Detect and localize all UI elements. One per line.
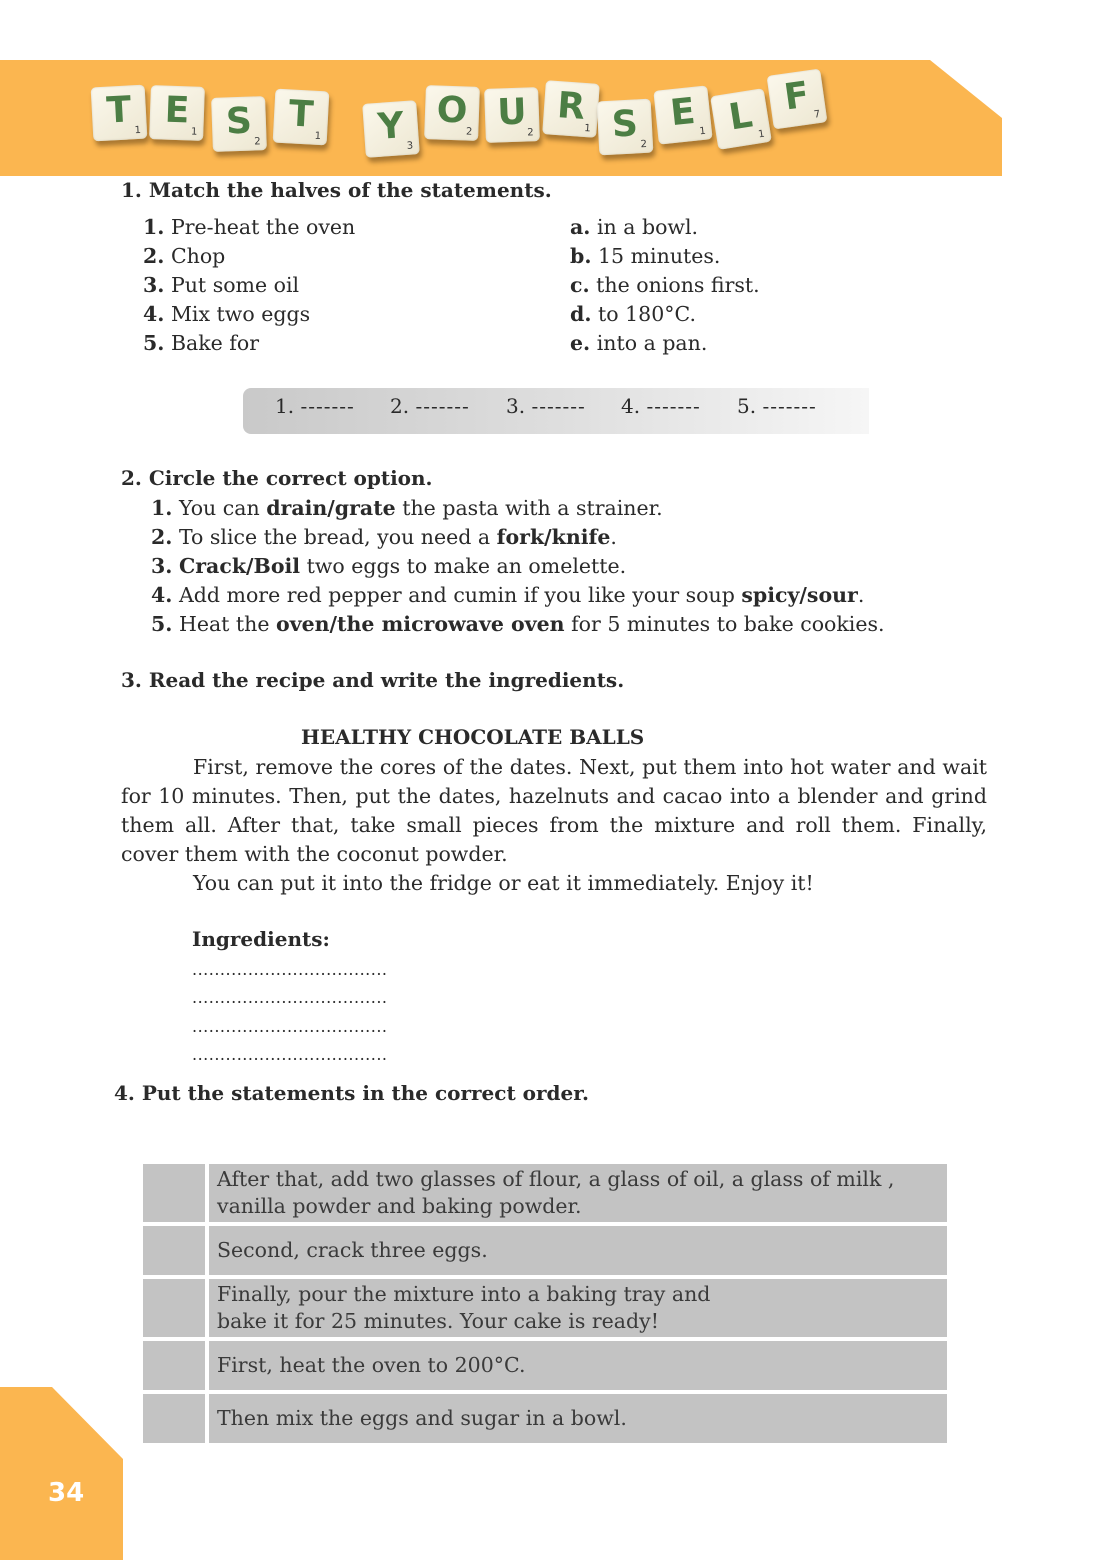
item-text: Chop <box>170 244 226 268</box>
statement-line: After that, add two glasses of flour, a glass of oil, a glass of milk , <box>217 1167 895 1191</box>
answer-number: 1. <box>275 394 295 418</box>
order-statement <box>207 1392 949 1445</box>
option-choice[interactable]: Crack/Boil <box>178 554 301 578</box>
option-choice[interactable]: fork/knife <box>496 525 611 549</box>
tile-letter: F <box>781 74 812 119</box>
tile-value: 1 <box>134 124 142 137</box>
item-text: in a bowl. <box>596 215 699 239</box>
list-item <box>570 242 760 271</box>
recipe-title: HEALTHY CHOCOLATE BALLS <box>301 725 645 749</box>
title-tile <box>710 88 772 150</box>
tile-letter: L <box>726 94 756 139</box>
item-letter: a. <box>570 215 591 239</box>
order-statement <box>207 1224 949 1277</box>
list-item <box>143 329 355 358</box>
tile-letter: Y <box>376 105 406 148</box>
list-item <box>570 213 760 242</box>
list-item <box>570 329 760 358</box>
statement-line: Second, crack three eggs. <box>217 1238 488 1262</box>
order-statement <box>207 1339 949 1392</box>
tile-letter: S <box>610 103 639 146</box>
tile-letter: S <box>225 100 253 143</box>
item-number: 1. <box>143 215 165 239</box>
item-letter: e. <box>570 331 591 355</box>
answer-number: 3. <box>506 394 526 418</box>
answer-bar <box>243 388 869 434</box>
item-letter: d. <box>570 302 592 326</box>
title-tile <box>653 85 712 144</box>
list-item <box>151 494 885 523</box>
ingredients-label: Ingredients: <box>192 927 330 951</box>
item-text-after: . <box>610 525 617 549</box>
item-text-after: two eggs to make an omelette. <box>300 554 627 578</box>
item-letter: b. <box>570 244 592 268</box>
item-text: to 180°C. <box>598 302 696 326</box>
title-tile <box>484 87 540 143</box>
tile-letter: T <box>105 89 133 132</box>
item-number: 5. <box>151 612 173 636</box>
item-text-after: . <box>857 583 865 607</box>
tile-value: 1 <box>757 128 766 141</box>
statement-line: Then mix the eggs and sugar in a bowl. <box>217 1406 627 1430</box>
match-left-list <box>143 213 355 358</box>
title-tile <box>542 80 600 138</box>
item-text-after: the pasta with a strainer. <box>395 496 663 520</box>
answer-slot-4[interactable] <box>621 394 701 418</box>
title-tile <box>211 96 267 152</box>
answer-number: 5. <box>737 394 757 418</box>
item-letter: c. <box>570 273 590 297</box>
list-item <box>151 523 885 552</box>
list-item <box>570 300 760 329</box>
tile-letter: O <box>436 89 469 132</box>
statement-line: First, heat the oven to 200°C. <box>217 1353 526 1377</box>
ingredient-line[interactable]: ................................... <box>192 988 388 1007</box>
item-text: Put some oil <box>170 273 300 297</box>
table-row <box>141 1277 949 1339</box>
order-table <box>139 1160 951 1447</box>
item-text: the onions first. <box>596 273 760 297</box>
statement-line: bake it for 25 minutes. Your cake is ready! <box>217 1309 659 1333</box>
list-item <box>143 213 355 242</box>
list-item <box>570 271 760 300</box>
ingredient-line[interactable]: ................................... <box>192 1045 388 1064</box>
item-text: Bake for <box>170 331 260 355</box>
title-tile <box>597 99 654 156</box>
statement-line: Finally, pour the mixture into a baking tray and <box>217 1282 711 1306</box>
tile-letter: U <box>496 91 528 134</box>
title-tiles <box>0 0 1106 200</box>
tile-value: 2 <box>640 138 648 151</box>
item-number: 4. <box>151 583 173 607</box>
tile-letter: T <box>287 93 315 136</box>
order-number-box[interactable] <box>141 1392 207 1445</box>
item-number: 3. <box>143 273 165 297</box>
title-tile <box>91 85 148 142</box>
answer-slot-5[interactable] <box>737 394 817 418</box>
table-row <box>141 1339 949 1392</box>
title-tile <box>362 100 420 158</box>
item-text: into a pan. <box>596 331 708 355</box>
item-text-before: To slice the bread, you need a <box>178 525 497 549</box>
list-item <box>143 300 355 329</box>
answer-blank: ------- <box>646 394 701 418</box>
circle-option-list <box>151 494 885 639</box>
tile-value: 1 <box>190 126 198 138</box>
item-number: 3. <box>151 554 173 578</box>
table-row <box>141 1162 949 1224</box>
section1-heading: 1. Match the halves of the statements. <box>121 178 552 202</box>
tile-value: 7 <box>813 108 822 121</box>
match-right-list <box>570 213 760 358</box>
item-text: Mix two eggs <box>170 302 311 326</box>
tile-value: 2 <box>254 136 261 148</box>
answer-number: 2. <box>390 394 410 418</box>
order-statement <box>207 1162 949 1224</box>
item-number: 5. <box>143 331 165 355</box>
tile-letter: E <box>164 89 191 132</box>
section2-heading: 2. Circle the correct option. <box>121 466 433 490</box>
answer-slot-2[interactable] <box>390 394 470 418</box>
item-text-before: You can <box>178 496 267 520</box>
answer-slot-3[interactable] <box>506 394 586 418</box>
tile-letter: E <box>668 90 698 135</box>
table-row <box>141 1392 949 1445</box>
title-tile <box>149 85 205 141</box>
tile-value: 1 <box>314 130 322 143</box>
item-number: 2. <box>151 525 173 549</box>
ingredient-line[interactable]: ................................... <box>192 1017 388 1036</box>
answer-blank: ------- <box>531 394 586 418</box>
tile-value: 2 <box>527 127 534 139</box>
tile-letter: R <box>555 85 587 128</box>
title-tile <box>424 85 480 141</box>
item-text-before: Add more red pepper and cumin if you like your soup <box>178 583 742 607</box>
tile-value: 1 <box>698 125 707 138</box>
page-corner <box>0 1387 123 1560</box>
page-number: 34 <box>48 1478 85 1508</box>
statement-line: vanilla powder and baking powder. <box>217 1194 582 1218</box>
section3-heading: 3. Read the recipe and write the ingredients. <box>121 668 625 692</box>
order-statement <box>207 1277 949 1339</box>
item-number: 1. <box>151 496 173 520</box>
answer-blank: ------- <box>415 394 470 418</box>
item-number: 4. <box>143 302 165 326</box>
item-text-before: Heat the <box>178 612 277 636</box>
order-number-box[interactable] <box>141 1224 207 1277</box>
answer-blank: ------- <box>300 394 355 418</box>
option-choice[interactable]: oven/the microwave oven <box>276 612 565 636</box>
list-item <box>143 242 355 271</box>
recipe-paragraph: You can put it into the fridge or eat it immediately. Enjoy it! <box>193 871 814 895</box>
item-text: Pre-heat the oven <box>170 215 356 239</box>
answer-slot-1[interactable] <box>275 394 355 418</box>
item-text: 15 minutes. <box>598 244 721 268</box>
option-choice[interactable]: drain/grate <box>266 496 396 520</box>
ingredient-line[interactable]: ................................... <box>192 960 388 979</box>
order-number-box[interactable] <box>141 1162 207 1224</box>
tile-value: 2 <box>465 126 473 138</box>
tile-value: 1 <box>583 122 592 135</box>
order-number-box[interactable] <box>141 1277 207 1339</box>
option-choice[interactable]: spicy/sour <box>741 583 858 607</box>
title-tile <box>767 69 828 130</box>
list-item <box>151 552 885 581</box>
list-item <box>143 271 355 300</box>
recipe-paragraph: First, remove the cores of the dates. Next, put them into hot water and wait for 10 minutes. Then, put the dates, hazelnuts and cacao into a blender and grind them all. After that, take small pieces from the mixture and roll them. Finally, cover them with the coconut powder. <box>121 755 987 866</box>
tile-value: 3 <box>406 140 414 152</box>
title-tile <box>273 89 330 146</box>
list-item <box>151 581 885 610</box>
item-text-after: for 5 minutes to bake cookies. <box>564 612 885 636</box>
order-number-box[interactable] <box>141 1339 207 1392</box>
answer-blank: ------- <box>762 394 817 418</box>
section4-heading: 4. Put the statements in the correct order. <box>114 1081 589 1105</box>
item-number: 2. <box>143 244 165 268</box>
recipe-text <box>121 753 987 898</box>
answer-number: 4. <box>621 394 641 418</box>
list-item <box>151 610 885 639</box>
table-row <box>141 1224 949 1277</box>
